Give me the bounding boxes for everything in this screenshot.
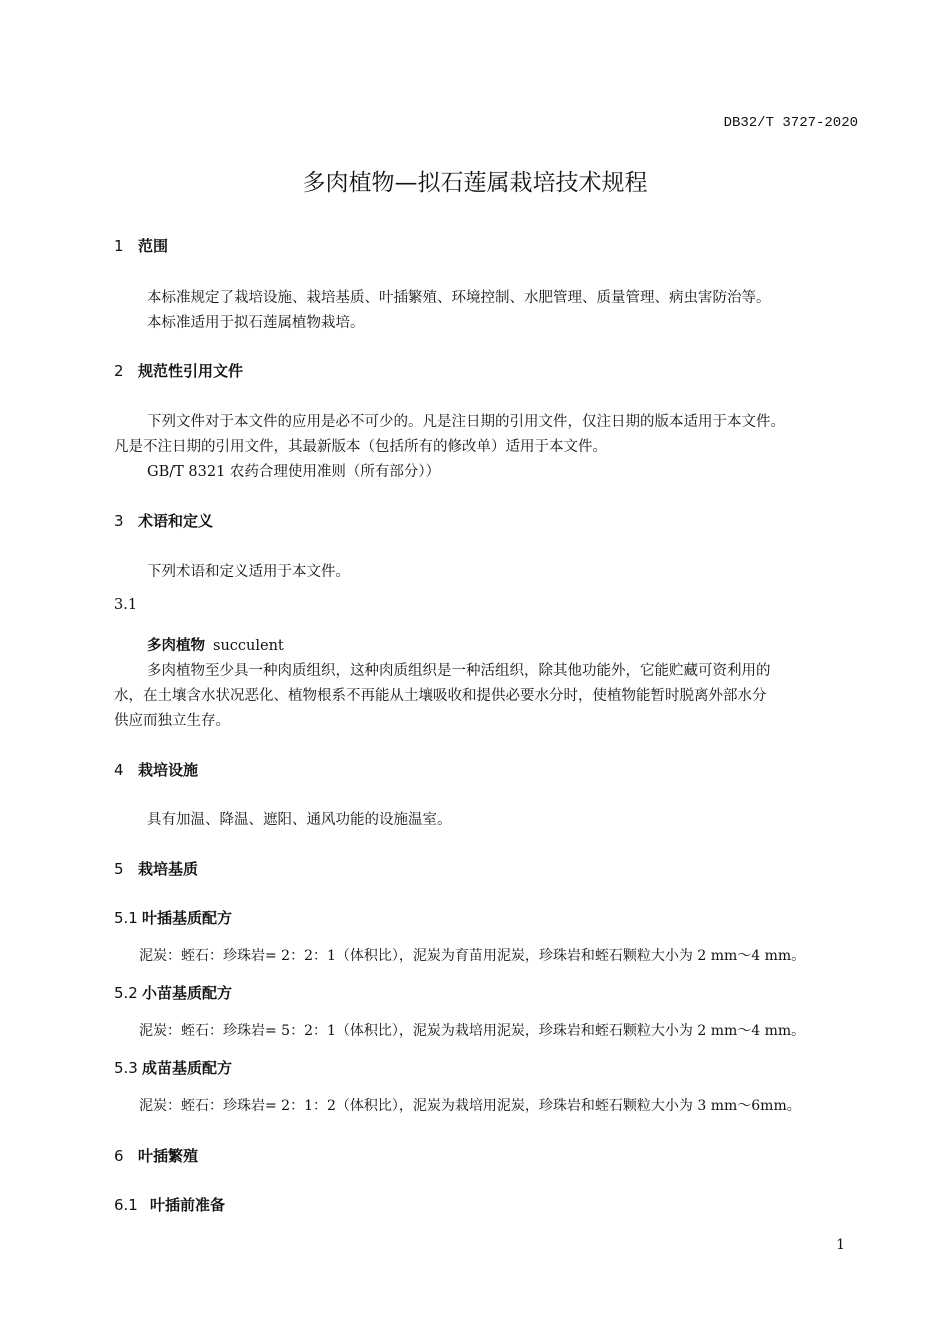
section-title: 术语和定义 bbox=[138, 512, 214, 530]
section-title: 叶插繁殖 bbox=[138, 1147, 199, 1165]
subsection-heading-5-3 bbox=[114, 1057, 232, 1078]
subsection-heading-6-1 bbox=[114, 1194, 225, 1215]
section-number: 3 bbox=[114, 512, 124, 530]
normative-reference: GB/T 8321 农药合理使用准则（所有部分）） bbox=[147, 464, 441, 480]
subsection-number: 5.3 bbox=[114, 1059, 138, 1077]
section-title: 规范性引用文件 bbox=[138, 362, 244, 380]
page-number: 1 bbox=[836, 1237, 845, 1253]
paragraph: 本标准规定了栽培设施、栽培基质、叶插繁殖、环境控制、水肥管理、质量管理、病虫害防治等。 bbox=[147, 290, 771, 306]
subsection-title: 成苗基质配方 bbox=[142, 1059, 233, 1077]
document-title: 多肉植物—拟石莲属栽培技术规程 bbox=[302, 170, 648, 196]
term-definition-line: 供应而独立生存。 bbox=[114, 713, 230, 729]
subsection-title: 小苗基质配方 bbox=[142, 984, 233, 1002]
section-number: 4 bbox=[114, 761, 124, 779]
term-number: 3.1 bbox=[114, 597, 138, 613]
paragraph: 泥炭：蛭石：珍珠岩= 2：2：1（体积比），泥炭为育苗用泥炭，珍珠岩和蛭石颗粒大小为 2 mm～4 mm。 bbox=[139, 948, 806, 964]
paragraph: 下列术语和定义适用于本文件。 bbox=[147, 564, 350, 580]
subsection-number: 5.1 bbox=[114, 909, 138, 927]
term-entry bbox=[147, 634, 284, 655]
section-heading-4 bbox=[114, 759, 198, 780]
section-title: 栽培基质 bbox=[138, 860, 199, 878]
section-heading-2 bbox=[114, 360, 243, 381]
term-definition-line: 多肉植物至少具一种肉质组织，这种肉质组织是一种活组织，除其他功能外，它能贮藏可资利用的 bbox=[147, 663, 771, 679]
subsection-title: 叶插基质配方 bbox=[142, 909, 233, 927]
section-heading-6 bbox=[114, 1145, 198, 1166]
section-heading-1 bbox=[114, 235, 168, 256]
subsection-number: 5.2 bbox=[114, 984, 138, 1002]
section-title: 范围 bbox=[138, 237, 169, 255]
term-cn: 多肉植物 bbox=[147, 638, 205, 654]
paragraph: 具有加温、降温、遮阳、通风功能的设施温室。 bbox=[147, 812, 452, 828]
section-number: 5 bbox=[114, 860, 124, 878]
subsection-heading-5-1 bbox=[114, 907, 232, 928]
standard-code: DB32/T 3727-2020 bbox=[723, 115, 858, 131]
paragraph: 泥炭：蛭石：珍珠岩= 2：1：2（体积比），泥炭为栽培用泥炭，珍珠岩和蛭石颗粒大小为 3 mm～6mm。 bbox=[139, 1098, 801, 1114]
section-heading-5 bbox=[114, 858, 198, 879]
section-heading-3 bbox=[114, 510, 213, 531]
paragraph: 本标准适用于拟石莲属植物栽培。 bbox=[147, 315, 365, 331]
paragraph: 泥炭：蛭石：珍珠岩= 5：2：1（体积比），泥炭为栽培用泥炭，珍珠岩和蛭石颗粒大小为 2 mm～4 mm。 bbox=[139, 1023, 806, 1039]
section-number: 6 bbox=[114, 1147, 124, 1165]
paragraph: 凡是不注日期的引用文件，其最新版本（包括所有的修改单）适用于本文件。 bbox=[114, 439, 607, 455]
term-en: succulent bbox=[213, 638, 284, 654]
section-number: 2 bbox=[114, 362, 124, 380]
term-definition-line: 水，在土壤含水状况恶化、植物根系不再能从土壤吸收和提供必要水分时，使植物能暂时脱离外部水分 bbox=[114, 688, 767, 704]
section-title: 栽培设施 bbox=[138, 761, 199, 779]
paragraph: 下列文件对于本文件的应用是必不可少的。凡是注日期的引用文件，仅注日期的版本适用于本文件。 bbox=[147, 414, 785, 430]
subsection-number: 6.1 bbox=[114, 1196, 138, 1214]
subsection-heading-5-2 bbox=[114, 982, 232, 1003]
subsection-title: 叶插前准备 bbox=[150, 1196, 226, 1214]
section-number: 1 bbox=[114, 237, 124, 255]
